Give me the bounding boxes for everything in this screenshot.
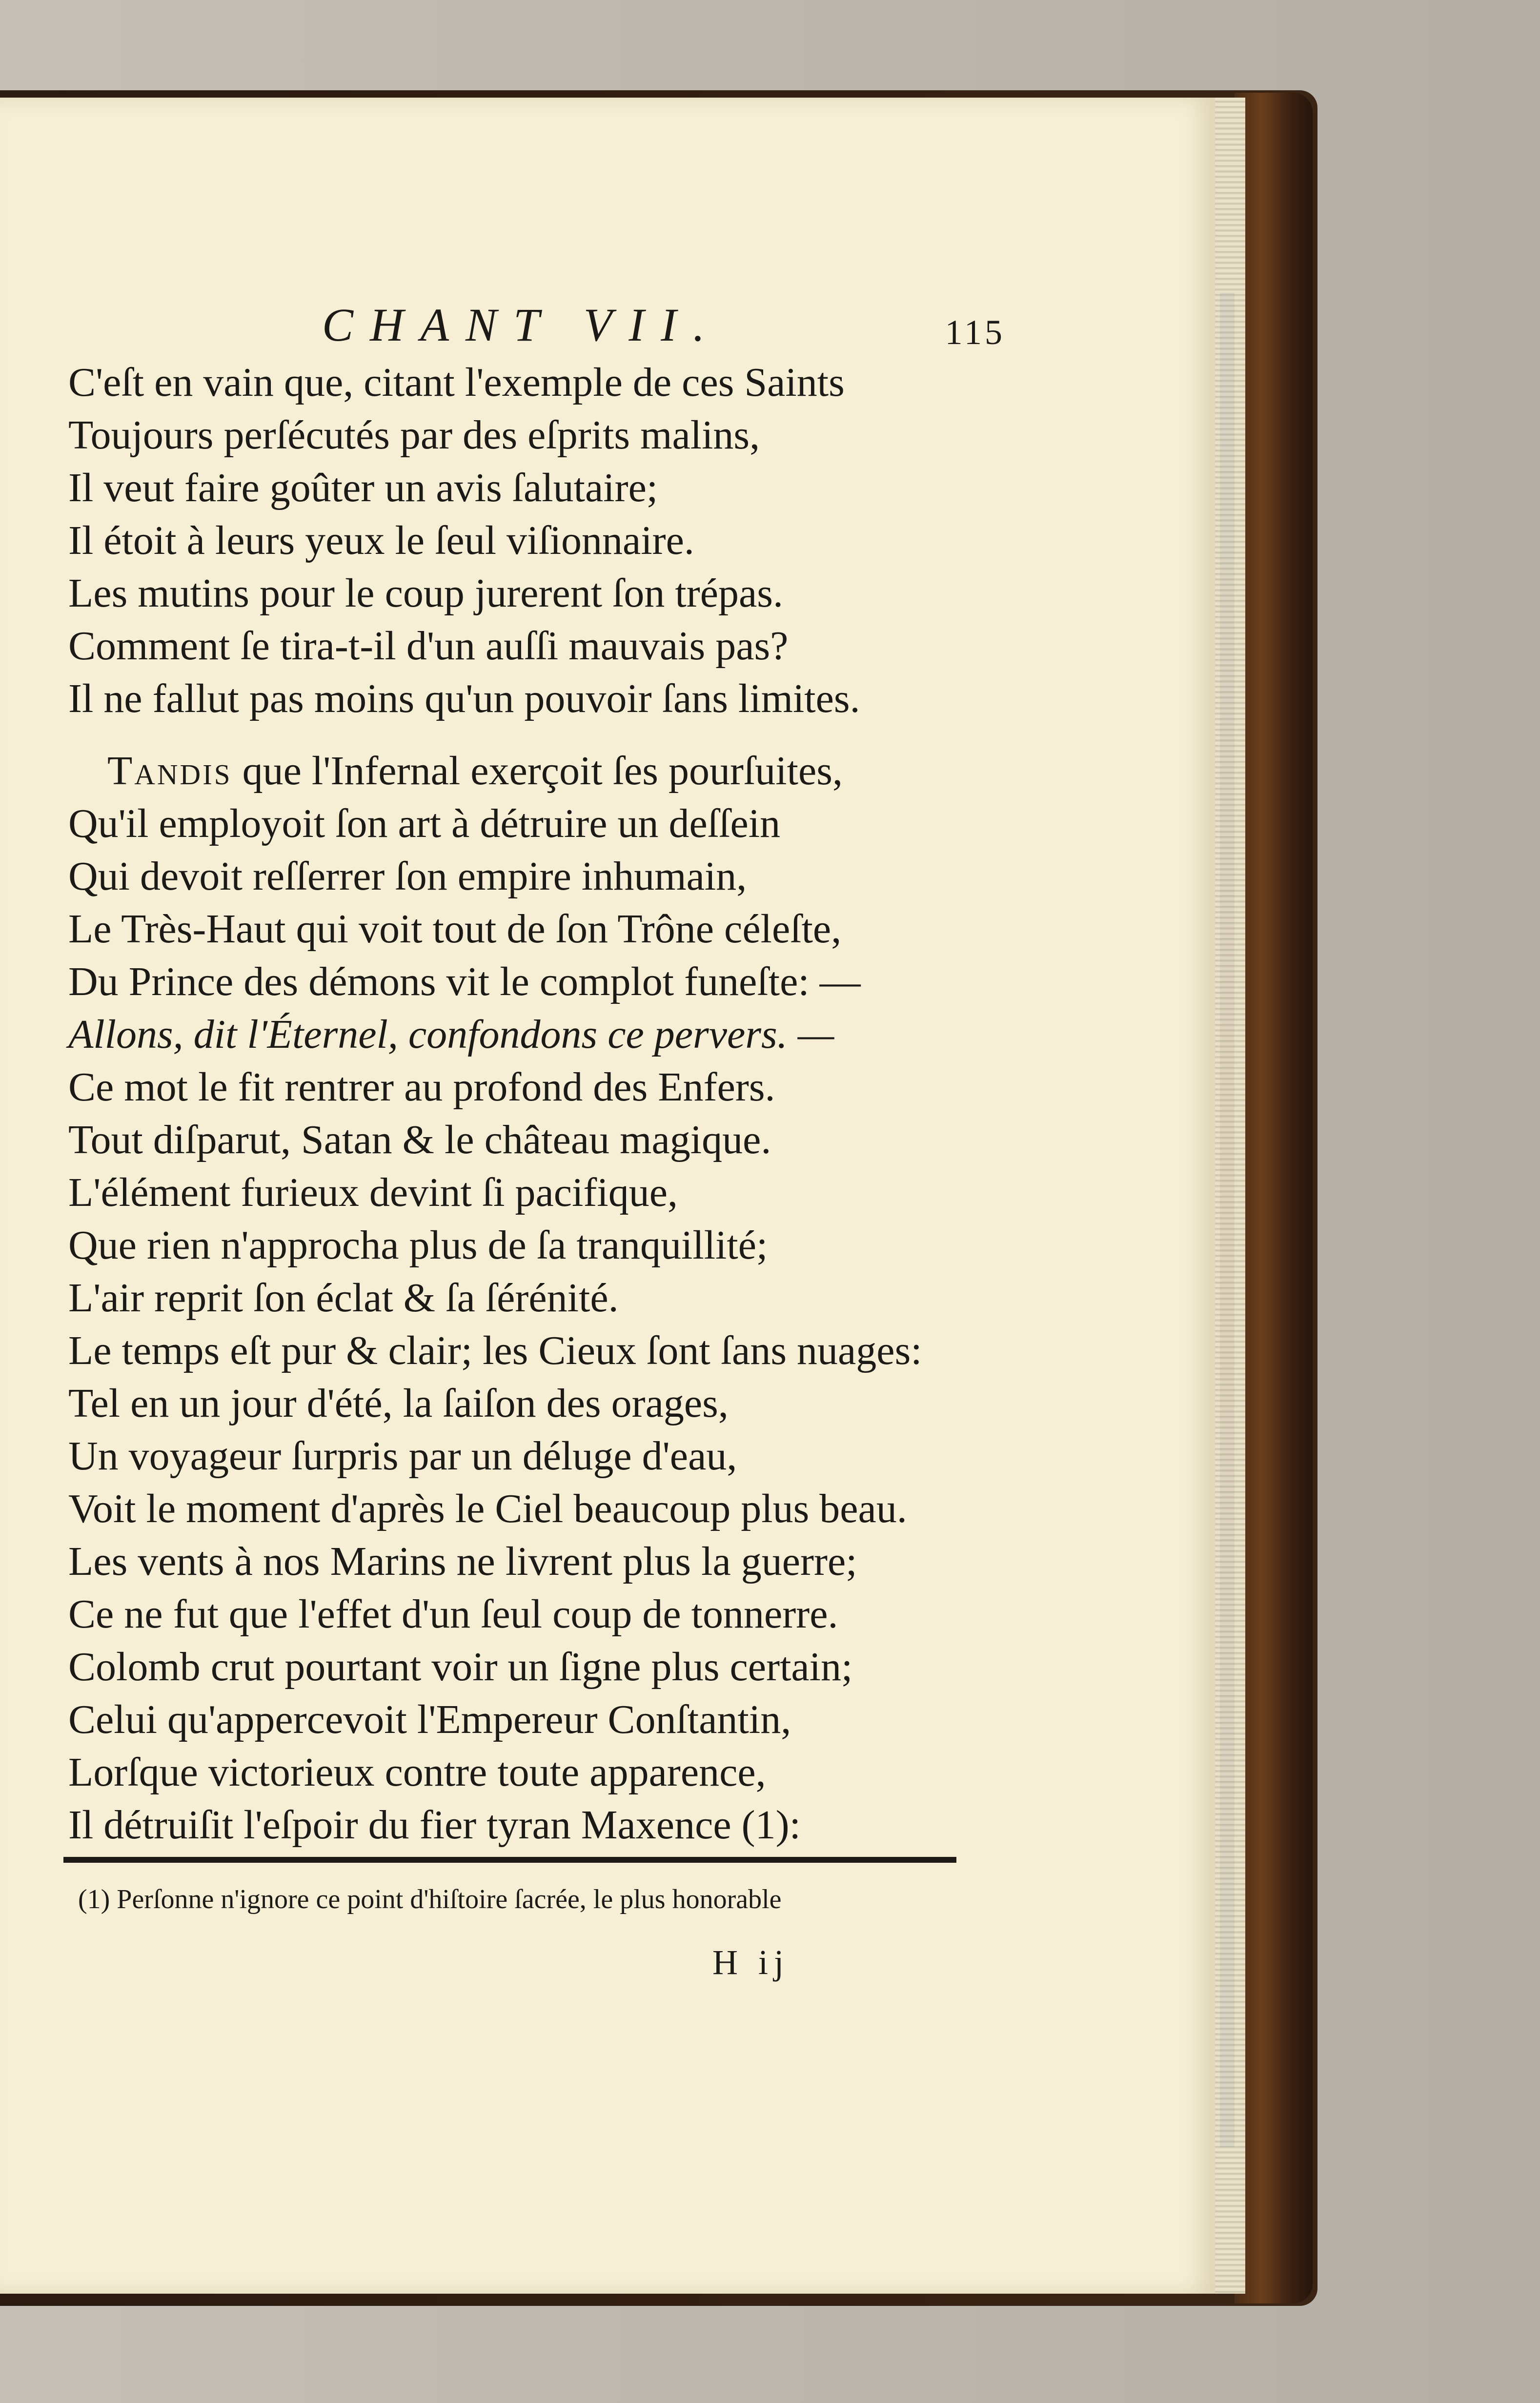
- verse-line: Le Très-Haut qui voit tout de ſon Trône céleſte,: [68, 906, 842, 952]
- stanza-1: [68, 356, 995, 725]
- verse-line: Il étoit à leurs yeux le ſeul viſionnaire.: [68, 518, 694, 563]
- verse-line: Que rien n'approcha plus de ſa tranquillité;: [68, 1222, 768, 1268]
- verse-line: Celui qu'appercevoit l'Empereur Conſtantin,: [68, 1697, 791, 1742]
- verse-line: L'air reprit ſon éclat & ſa ſérénité.: [68, 1275, 619, 1321]
- book-spine: [1235, 93, 1313, 2303]
- verse-text: [68, 356, 995, 1852]
- stanza-2: [68, 745, 995, 1852]
- verse-line: Il ne fallut pas moins qu'un pouvoir ſans limites.: [68, 676, 860, 721]
- page-header: [322, 298, 1152, 356]
- running-head: CHANT VII.: [322, 299, 722, 351]
- verse-line: Les mutins pour le coup jurerent ſon trépas.: [68, 570, 783, 616]
- verse-line: Tout diſparut, Satan & le château magique.: [68, 1117, 771, 1162]
- footnote-rule: [63, 1857, 956, 1863]
- verse-line-opening: [68, 745, 995, 797]
- opening-word: Tandis: [107, 748, 232, 794]
- verse-line: Colomb crut pourtant voir un ſigne plus certain;: [68, 1644, 853, 1690]
- verse-line: Lorſque victorieux contre toute apparence,: [68, 1750, 766, 1795]
- verse-line: Tel en un jour d'été, la ſaiſon des orages,: [68, 1381, 729, 1426]
- verse-line: Il détruiſit l'eſpoir du fier tyran Maxence (1):: [68, 1802, 801, 1848]
- verse-line: C'eſt en vain que, citant l'exemple de ces Saints: [68, 360, 845, 405]
- verse-line: Le temps eſt pur & clair; les Cieux ſont ſans nuages:: [68, 1328, 922, 1373]
- verse-line: Les vents à nos Marins ne livrent plus la guerre;: [68, 1539, 857, 1584]
- verse-line: Ce ne fut que l'effet d'un ſeul coup de tonnerre.: [68, 1591, 838, 1637]
- verse-line: Comment ſe tira-t-il d'un auſſi mauvais pas?: [68, 623, 789, 669]
- verse-line: L'élément furieux devint ſi pacifique,: [68, 1170, 678, 1215]
- verse-line: Qui devoit reſſerrer ſon empire inhumain,: [68, 854, 747, 899]
- verse-line: Toujours perſécutés par des eſprits malins,: [68, 412, 760, 458]
- page-number: 115: [945, 313, 1005, 352]
- verse-line: Du Prince des démons vit le complot funeſte: —: [68, 959, 861, 1004]
- verse-line: Voit le moment d'après le Ciel beaucoup plus beau.: [68, 1486, 907, 1531]
- verse-line: Qu'il employoit ſon art à détruire un deſſein: [68, 801, 781, 846]
- verse-line: Il veut faire goûter un avis ſalutaire;: [68, 465, 658, 510]
- signature-mark: H ij: [712, 1943, 790, 1982]
- verse-line: Ce mot le fit rentrer au profond des Enfers.: [68, 1064, 775, 1110]
- verse-line-italic: Allons, dit l'Éternel, confondons ce pervers. —: [68, 1012, 834, 1057]
- verse-line: Un voyageur ſurpris par un déluge d'eau,: [68, 1433, 737, 1479]
- page-edge-stain: [1220, 293, 1235, 2147]
- footnote: (1) Perſonne n'ignore ce point d'hiſtoire ſacrée, le plus honorable: [78, 1884, 782, 1914]
- opening-line-rest: que l'Infernal exerçoit ſes pourſuites,: [232, 748, 843, 794]
